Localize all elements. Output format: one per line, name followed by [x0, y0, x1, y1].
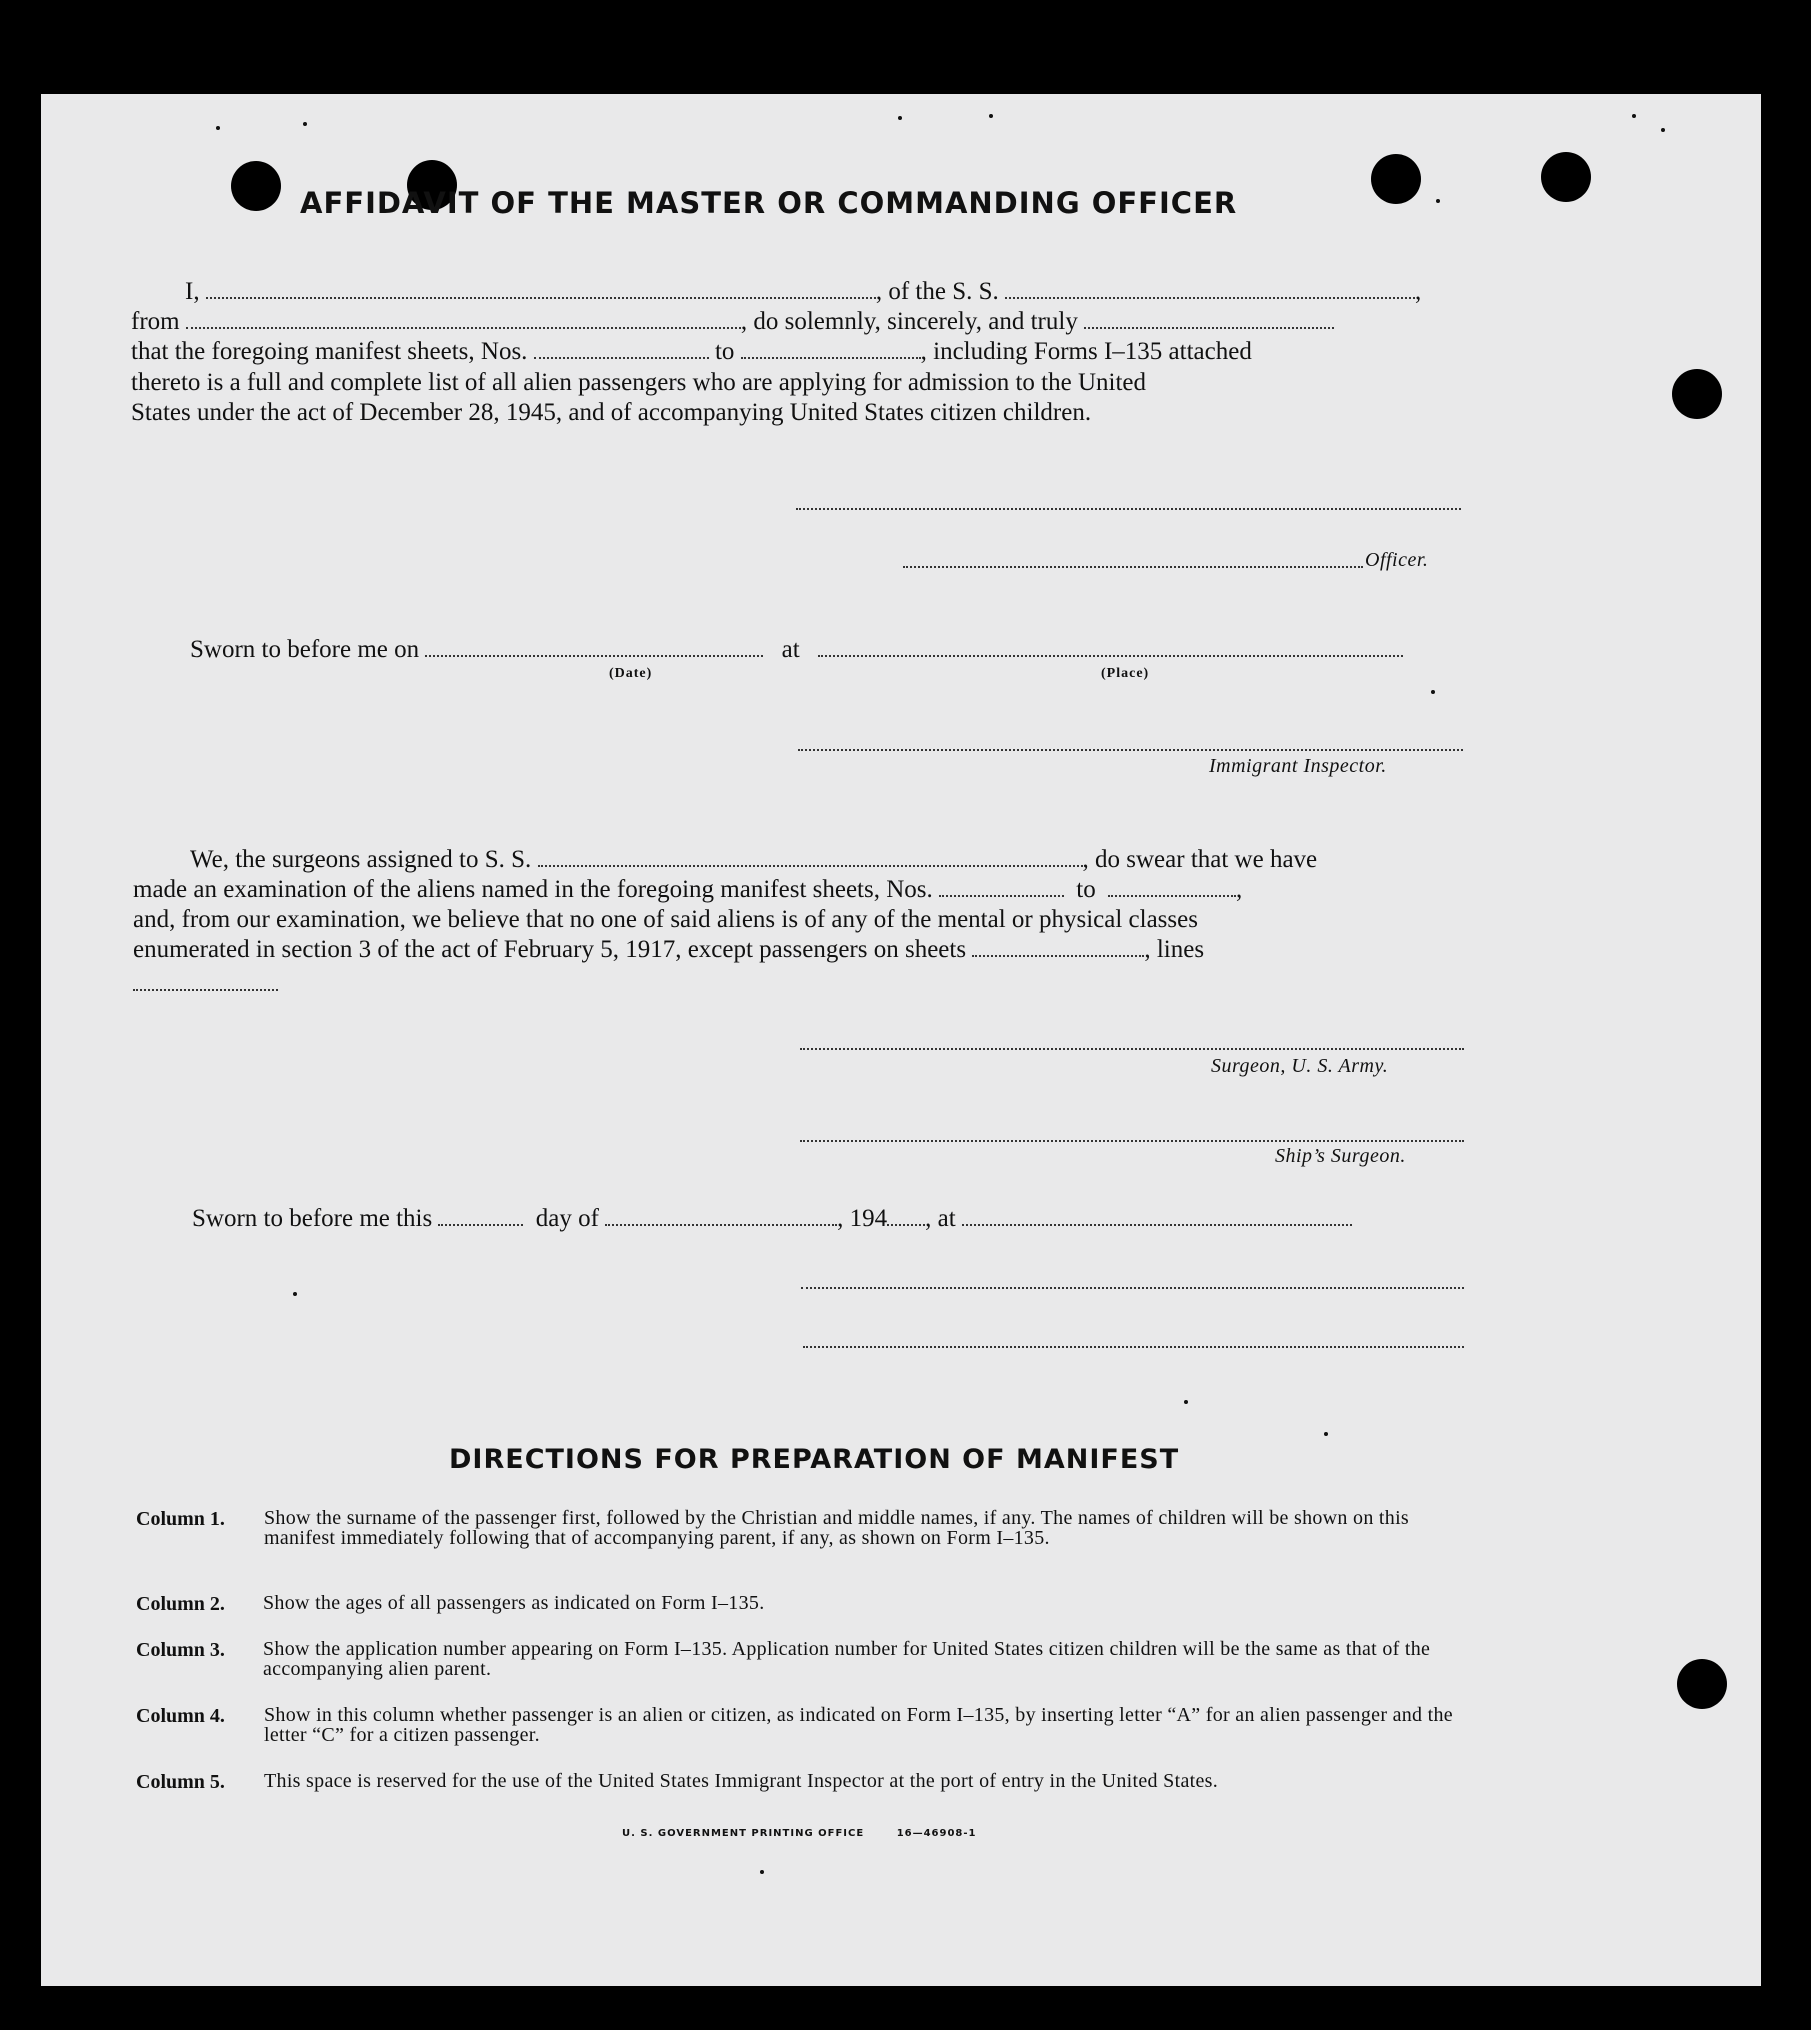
signature-line-official-1[interactable]	[801, 1287, 1464, 1289]
text-solemnly: , do solemnly, sincerely, and truly	[740, 308, 1078, 335]
ship-name-field[interactable]	[1005, 279, 1415, 299]
signature-line-official-2[interactable]	[803, 1346, 1464, 1348]
text-to: to	[714, 338, 735, 365]
form-sheet	[41, 94, 1761, 1986]
officer-caption: Officer.	[1365, 549, 1429, 571]
inspector-caption: Immigrant Inspector.	[1209, 755, 1387, 777]
sworn-line-2	[192, 1204, 1352, 1234]
sworn-place-2-field[interactable]	[962, 1206, 1352, 1226]
text-i: I,	[185, 278, 200, 305]
sworn-place-field[interactable]	[818, 637, 1403, 657]
speck	[898, 116, 902, 120]
text-enumerated: enumerated in section 3 of the act of February 5, 1917, except passengers on sheets	[133, 936, 967, 963]
text-lines: , lines	[1144, 936, 1205, 963]
exam-sheet-to-field[interactable]	[1108, 877, 1236, 897]
affidavit-line-4: thereto is a full and complete list of all alien passengers who are applying for admission to the United	[131, 369, 1147, 396]
direction-label-2: Column 2.	[136, 1593, 225, 1615]
place-caption: (Place)	[1101, 666, 1150, 681]
punch-hole	[1371, 154, 1421, 204]
speck	[989, 114, 993, 118]
army-surgeon-caption: Surgeon, U. S. Army.	[1211, 1055, 1389, 1077]
sworn-day-field[interactable]	[438, 1206, 523, 1226]
speck	[1324, 1432, 1328, 1436]
affidavit-line-3	[131, 337, 1252, 367]
text-comma-2: ,	[1235, 876, 1243, 903]
direction-text-4: Show in this column whether passenger is an alien or citizen, as indicated on Form I–135, by inserting letter “A” for an alien passenger and the letter “C” for a citizen passenger.	[264, 1704, 1453, 1746]
affidavit-title: AFFIDAVIT OF THE MASTER OR COMMANDING OFFICER	[300, 186, 1238, 220]
date-caption: (Date)	[609, 666, 653, 681]
affidavit-line-5: States under the act of December 28, 1945, and of accompanying United States citizen children.	[131, 399, 1092, 426]
affidavit-line-2	[131, 307, 1334, 337]
signature-line-ship-surgeon[interactable]	[800, 1140, 1464, 1142]
direction-text-5: This space is reserved for the use of the United States Immigrant Inspector at the port of entry in the United States.	[264, 1770, 1219, 1792]
direction-text-3: Show the application number appearing on Form I–135. Application number for United States citizen children will be the same as that of the accompanying alien parent.	[263, 1638, 1431, 1680]
direction-label-3: Column 3.	[136, 1639, 225, 1661]
punch-hole	[1541, 152, 1591, 202]
text-swear: , do swear that we have	[1082, 846, 1318, 873]
text-that-foregoing: that the foregoing manifest sheets, Nos.	[131, 338, 528, 365]
text-examination: made an examination of the aliens named in the foregoing manifest sheets, Nos.	[133, 876, 933, 903]
text-sworn-lead: Sworn to before me on	[190, 636, 420, 663]
surgeons-line-2	[133, 875, 1242, 905]
direction-text-2: Show the ages of all passengers as indicated on Form I–135.	[263, 1592, 765, 1614]
speck	[760, 1870, 764, 1874]
direction-label-4: Column 4.	[136, 1705, 225, 1727]
form-code: 16—46908-1	[896, 1828, 977, 1839]
text-at-2: , at	[925, 1205, 956, 1232]
surgeon-ship-field[interactable]	[538, 847, 1083, 867]
signature-line-master[interactable]	[796, 508, 1461, 510]
except-lines-field[interactable]	[133, 989, 278, 991]
text-day-of: day of	[535, 1205, 599, 1232]
text-sworn-this: Sworn to before me this	[192, 1205, 433, 1232]
punch-hole	[1672, 369, 1722, 419]
sheet-from-field[interactable]	[534, 339, 709, 359]
direction-text-1: Show the surname of the passenger first, followed by the Christian and middle names, if any. The names of children will be shown on this manifest immediately following that of accompanying parent, if any, as shown on Form I–135.	[264, 1507, 1410, 1549]
text-year: , 194	[837, 1205, 888, 1232]
from-port-field[interactable]	[186, 309, 741, 329]
text-from: from	[131, 308, 180, 335]
sworn-date-field[interactable]	[425, 637, 763, 657]
sworn-month-field[interactable]	[605, 1206, 837, 1226]
oath-field[interactable]	[1084, 309, 1334, 329]
exam-sheet-from-field[interactable]	[939, 877, 1064, 897]
text-comma: ,	[1415, 278, 1422, 305]
text-to-2: to	[1076, 876, 1096, 903]
direction-label-5: Column 5.	[136, 1771, 225, 1793]
ship-surgeon-caption: Ship’s Surgeon.	[1275, 1145, 1406, 1167]
text-of-ss: , of the S. S.	[875, 278, 999, 305]
speck	[1431, 690, 1435, 694]
printer-imprint	[622, 1828, 977, 1839]
speck	[1632, 114, 1636, 118]
text-including: , including Forms I–135 attached	[920, 338, 1252, 365]
speck	[1436, 199, 1440, 203]
sheet-to-field[interactable]	[741, 339, 921, 359]
sworn-year-field[interactable]	[887, 1206, 925, 1226]
text-at: at	[781, 636, 800, 663]
sworn-line-1	[190, 635, 1403, 665]
speck	[303, 122, 307, 126]
text-surgeons-lead: We, the surgeons assigned to S. S.	[190, 846, 532, 873]
printer-name: U. S. GOVERNMENT PRINTING OFFICE	[622, 1828, 865, 1839]
except-sheets-field[interactable]	[972, 937, 1144, 957]
directions-title: DIRECTIONS FOR PREPARATION OF MANIFEST	[449, 1444, 1180, 1475]
speck	[216, 126, 220, 130]
affidavit-line-1	[185, 277, 1421, 307]
surgeons-line-1	[190, 845, 1317, 875]
direction-label-1: Column 1.	[136, 1508, 225, 1530]
surgeons-line-3: and, from our examination, we believe that no one of said aliens is of any of the mental or physical classes	[133, 906, 1198, 933]
master-name-field[interactable]	[206, 279, 876, 299]
speck	[293, 1292, 297, 1296]
signature-line-officer[interactable]	[903, 566, 1363, 568]
punch-hole	[1677, 1659, 1727, 1709]
signature-line-army-surgeon[interactable]	[800, 1048, 1464, 1050]
speck	[1661, 128, 1665, 132]
punch-hole	[231, 161, 281, 211]
speck	[1184, 1400, 1188, 1404]
surgeons-line-4	[133, 935, 1204, 965]
signature-line-inspector[interactable]	[798, 749, 1463, 751]
